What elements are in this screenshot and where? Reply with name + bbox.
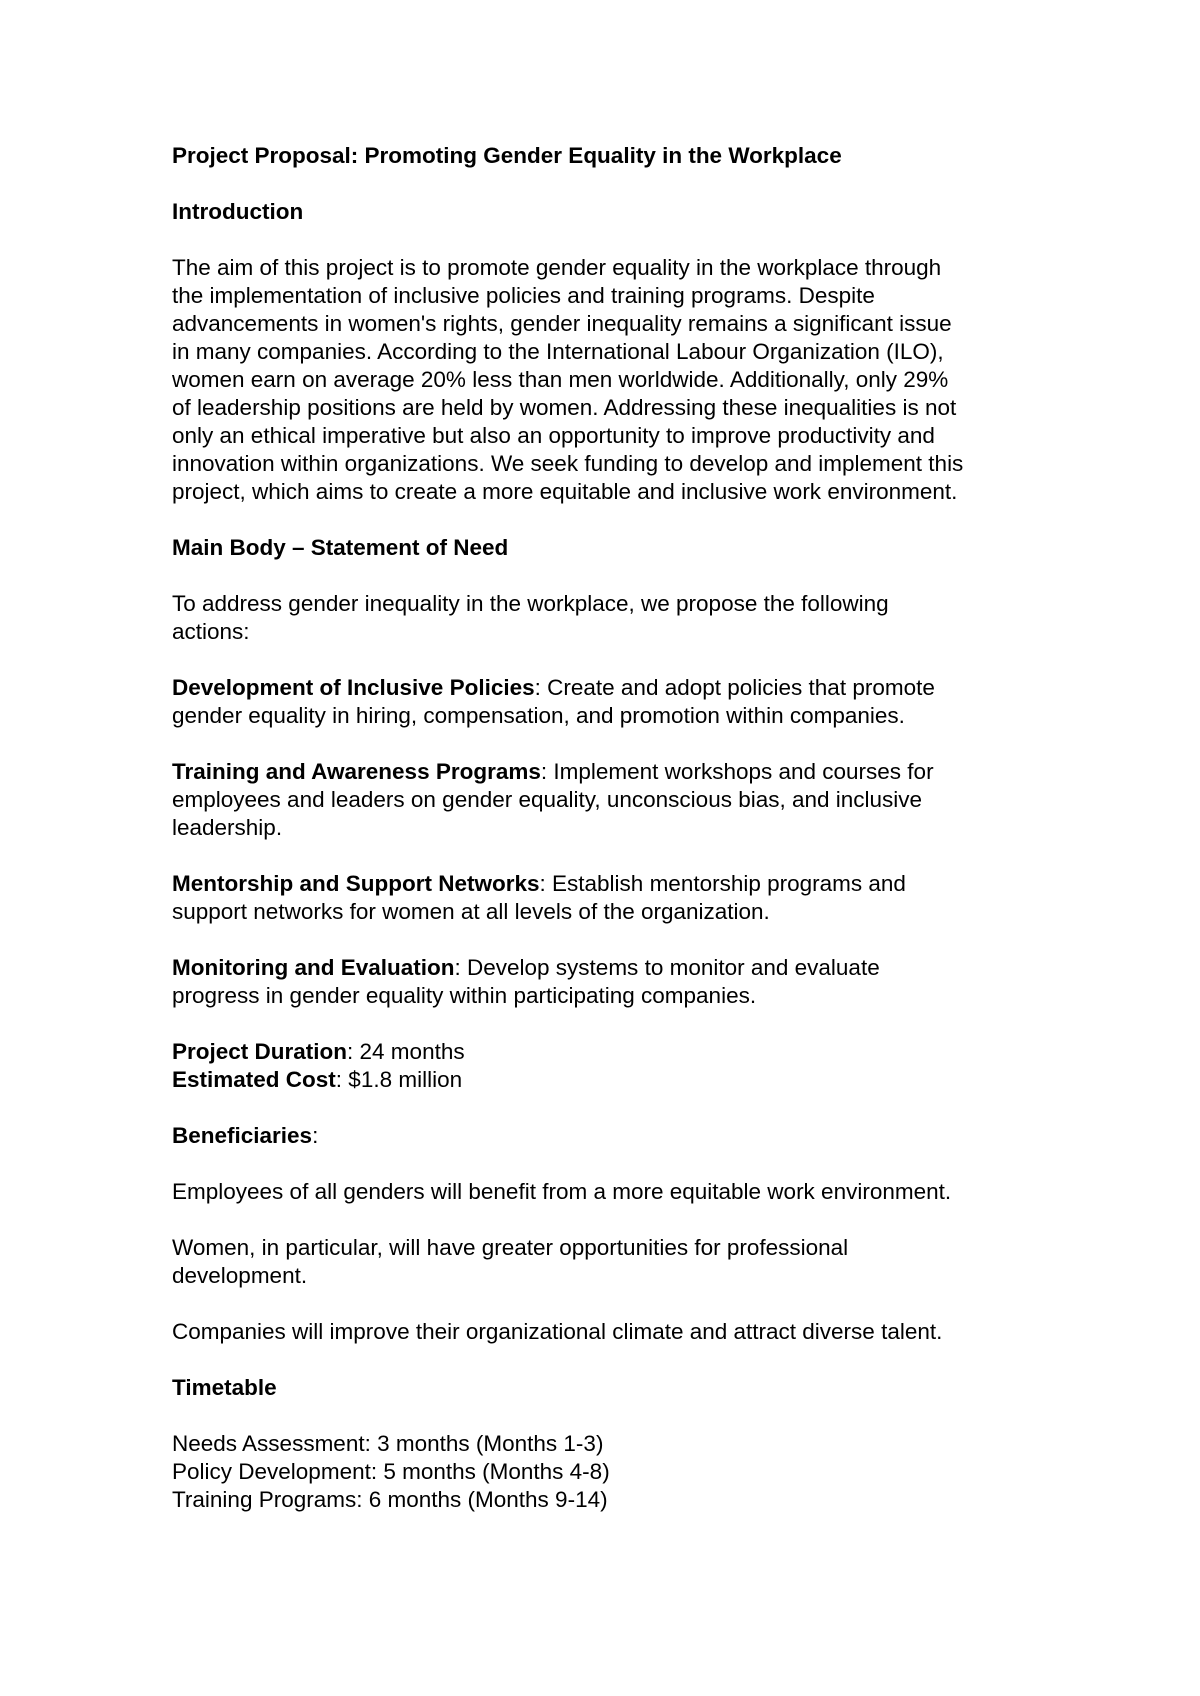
text-line bbox=[172, 870, 1052, 898]
timetable-item: Policy Development: 5 months (Months 4-8) bbox=[172, 1459, 610, 1484]
spacer bbox=[172, 842, 1052, 870]
spacer bbox=[172, 1010, 1052, 1038]
action-description: : Develop systems to monitor and evaluate bbox=[454, 955, 880, 980]
document-page bbox=[172, 142, 1052, 1514]
beneficiary-item bbox=[172, 1178, 1052, 1206]
text-line: gender equality in hiring, compensation, and promotion within companies. bbox=[172, 703, 905, 728]
statement-of-need-heading: Main Body – Statement of Need bbox=[172, 535, 509, 560]
document-title: Project Proposal: Promoting Gender Equality in the Workplace bbox=[172, 143, 842, 168]
text-line: employees and leaders on gender equality, unconscious bias, and inclusive bbox=[172, 787, 923, 812]
action-item-inclusive-policies bbox=[172, 674, 1052, 730]
text-line: development. bbox=[172, 1263, 308, 1288]
timetable-item: Training Programs: 6 months (Months 9-14) bbox=[172, 1487, 608, 1512]
text-line: To address gender inequality in the workplace, we propose the following bbox=[172, 591, 889, 616]
text-line: advancements in women's rights, gender inequality remains a significant issue bbox=[172, 311, 952, 336]
text-line: only an ethical imperative but also an opportunity to improve productivity and bbox=[172, 423, 935, 448]
text-line: Women, in particular, will have greater opportunities for professional bbox=[172, 1235, 849, 1260]
spacer bbox=[172, 1290, 1052, 1318]
estimated-cost bbox=[172, 1066, 1052, 1094]
introduction-heading: Introduction bbox=[172, 199, 304, 224]
spacer bbox=[172, 226, 1052, 254]
beneficiaries-heading bbox=[172, 1122, 1052, 1150]
spacer bbox=[172, 926, 1052, 954]
text-line bbox=[172, 758, 1052, 786]
spacer bbox=[172, 1402, 1052, 1430]
statement-of-need-intro bbox=[172, 590, 1052, 646]
action-item-training-programs bbox=[172, 758, 1052, 842]
action-term: Mentorship and Support Networks bbox=[172, 871, 540, 896]
text-line: of leadership positions are held by women. Addressing these inequalities is not bbox=[172, 395, 957, 420]
beneficiary-item bbox=[172, 1234, 1052, 1290]
spacer bbox=[172, 506, 1052, 534]
text-line: innovation within organizations. We seek funding to develop and implement this bbox=[172, 451, 964, 476]
spacer bbox=[172, 1206, 1052, 1234]
action-item-monitoring bbox=[172, 954, 1052, 1010]
spacer bbox=[172, 1346, 1052, 1374]
text-line: the implementation of inclusive policies and training programs. Despite bbox=[172, 283, 875, 308]
action-term: Monitoring and Evaluation bbox=[172, 955, 455, 980]
spacer bbox=[172, 1094, 1052, 1122]
cost-value: : $1.8 million bbox=[335, 1067, 463, 1092]
timetable-list bbox=[172, 1430, 1052, 1514]
spacer bbox=[172, 646, 1052, 674]
spacer bbox=[172, 170, 1052, 198]
text-line: Employees of all genders will benefit from a more equitable work environment. bbox=[172, 1179, 952, 1204]
text-line bbox=[172, 954, 1052, 982]
beneficiaries-colon: : bbox=[312, 1123, 319, 1148]
action-item-mentorship bbox=[172, 870, 1052, 926]
text-line: women earn on average 20% less than men worldwide. Additionally, only 29% bbox=[172, 367, 949, 392]
action-description: : Establish mentorship programs and bbox=[539, 871, 906, 896]
text-line: in many companies. According to the International Labour Organization (ILO), bbox=[172, 339, 944, 364]
text-line: support networks for women at all levels of the organization. bbox=[172, 899, 770, 924]
spacer bbox=[172, 1150, 1052, 1178]
duration-term: Project Duration bbox=[172, 1039, 348, 1064]
action-description: : Implement workshops and courses for bbox=[540, 759, 934, 784]
project-summary bbox=[172, 1038, 1052, 1094]
duration-value: : 24 months bbox=[347, 1039, 465, 1064]
timetable-heading: Timetable bbox=[172, 1375, 277, 1400]
text-line: actions: bbox=[172, 619, 250, 644]
action-term: Development of Inclusive Policies bbox=[172, 675, 535, 700]
action-description: : Create and adopt policies that promote bbox=[534, 675, 935, 700]
beneficiary-item bbox=[172, 1318, 1052, 1346]
text-line bbox=[172, 674, 1052, 702]
action-term: Training and Awareness Programs bbox=[172, 759, 541, 784]
spacer bbox=[172, 562, 1052, 590]
text-line: Companies will improve their organizational climate and attract diverse talent. bbox=[172, 1319, 943, 1344]
text-line: The aim of this project is to promote gender equality in the workplace through bbox=[172, 255, 942, 280]
text-line: progress in gender equality within participating companies. bbox=[172, 983, 757, 1008]
cost-term: Estimated Cost bbox=[172, 1067, 336, 1092]
text-line: project, which aims to create a more equitable and inclusive work environment. bbox=[172, 479, 958, 504]
beneficiaries-term: Beneficiaries bbox=[172, 1123, 313, 1148]
text-line: leadership. bbox=[172, 815, 283, 840]
timetable-item: Needs Assessment: 3 months (Months 1-3) bbox=[172, 1431, 604, 1456]
introduction-paragraph bbox=[172, 254, 1052, 506]
project-duration bbox=[172, 1038, 1052, 1066]
spacer bbox=[172, 730, 1052, 758]
